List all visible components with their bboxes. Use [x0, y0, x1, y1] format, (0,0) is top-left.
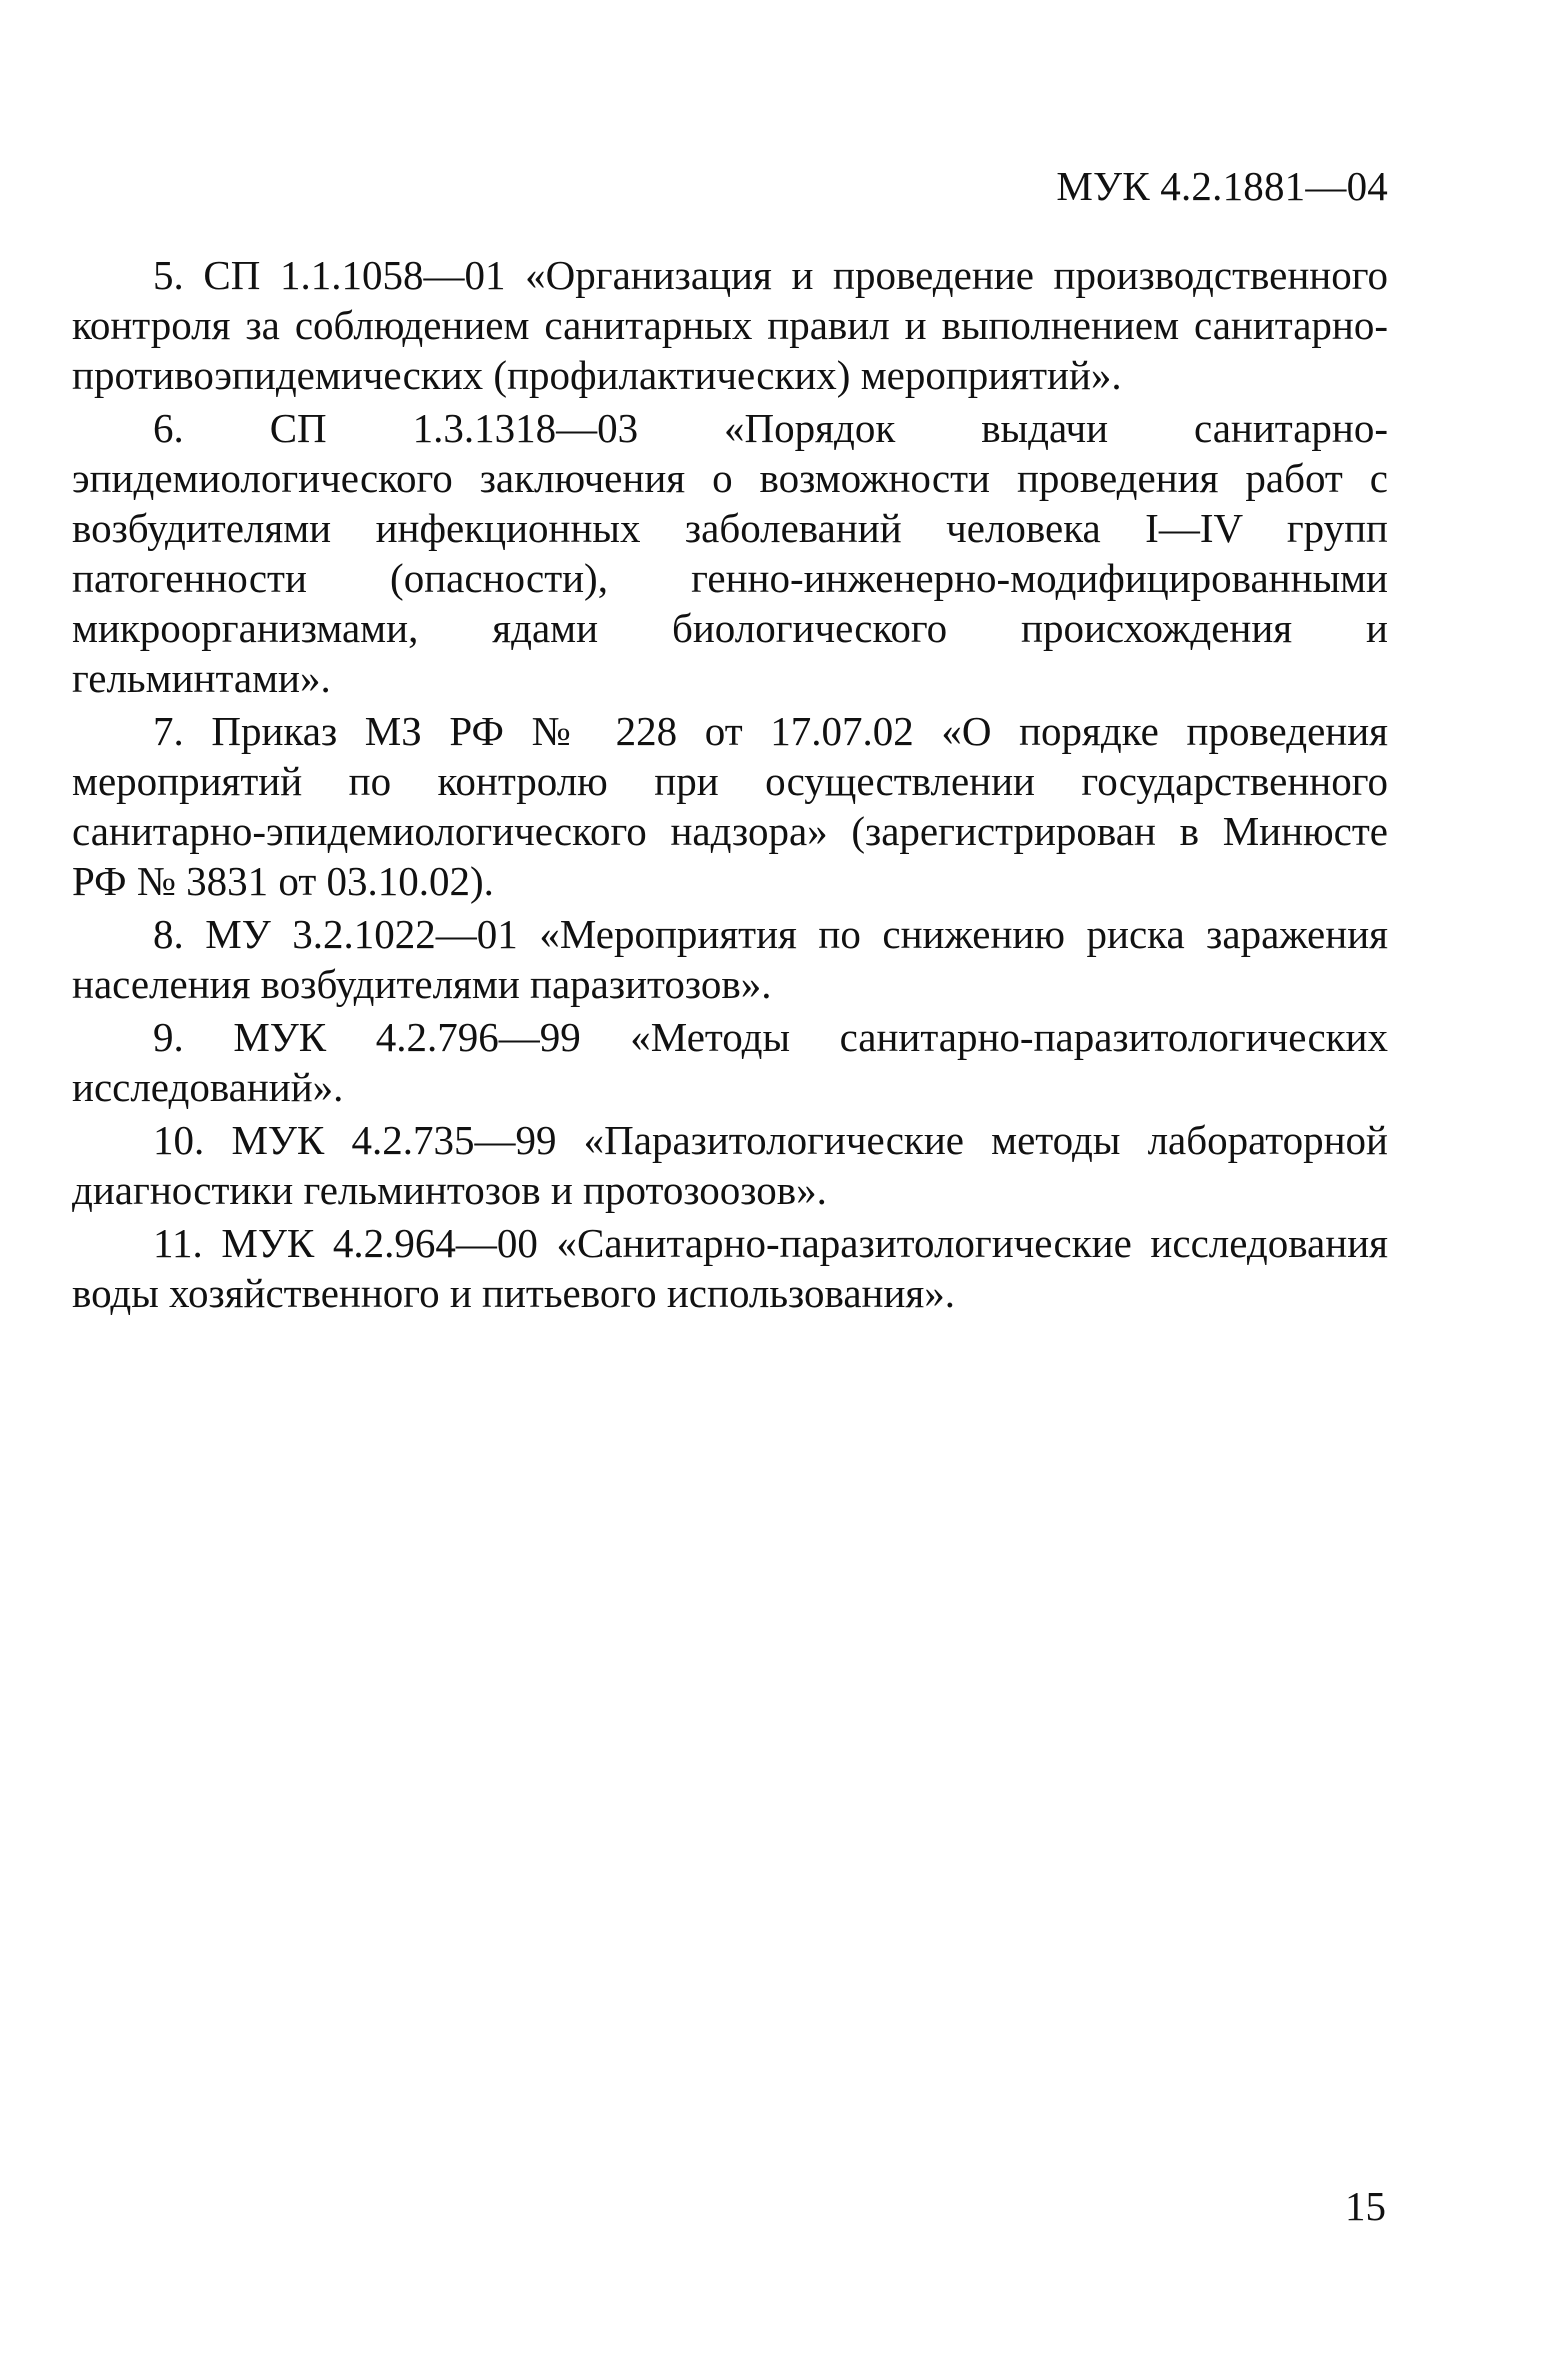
reference-text: МУК 4.2.796—99 «Методы санитарно-паразитологических исследований».	[72, 1014, 1389, 1110]
reference-text: СП 1.3.1318—03 «Порядок выдачи санитарно-эпидемиологического заключения о возможности проведения работ с возбудителями инфекционных заболеваний человека I—IV групп патогенности (опасности), генно-инженерно-модифицированными микроорганизмами, ядами биологического происхождения и гельминтами».	[72, 405, 1389, 701]
reference-item-9	[72, 1012, 1388, 1112]
reference-item-7	[72, 706, 1388, 906]
reference-text: Приказ МЗ РФ № 228 от 17.07.02 «О порядке проведения мероприятий по контролю при осуществлении государственного санитарно-эпидемиологического надзора» (зарегистрирован в Минюсте РФ № 3831 от 03.10.02).	[72, 708, 1389, 904]
reference-number: 7.	[153, 708, 184, 754]
page-number: 15	[1345, 2183, 1386, 2229]
reference-number: 5.	[153, 252, 184, 298]
reference-number: 11.	[153, 1220, 203, 1266]
reference-item-5	[72, 250, 1388, 400]
reference-text: МУК 4.2.964—00 «Санитарно-паразитологические исследования воды хозяйственного и питьевого использования».	[72, 1220, 1388, 1316]
reference-number: 9.	[153, 1014, 184, 1060]
document-code-header: МУК 4.2.1881—04	[1056, 163, 1388, 209]
reference-text: МУ 3.2.1022—01 «Мероприятия по снижению риска заражения населения возбудителями паразитозов».	[72, 911, 1388, 1007]
reference-item-10	[72, 1115, 1388, 1215]
reference-text: СП 1.1.1058—01 «Организация и проведение производственного контроля за соблюдением санитарных правил и выполнением санитарно-противоэпидемических (профилактических) мероприятий».	[72, 252, 1389, 398]
reference-number: 6.	[153, 405, 184, 451]
reference-item-8	[72, 909, 1388, 1009]
reference-text: МУК 4.2.735—99 «Паразитологические методы лабораторной диагностики гельминтозов и протозоозов».	[72, 1117, 1388, 1213]
reference-number: 8.	[153, 911, 184, 957]
reference-list	[72, 250, 1388, 1321]
reference-item-6	[72, 403, 1388, 703]
reference-number: 10.	[153, 1117, 205, 1163]
reference-item-11	[72, 1218, 1388, 1318]
